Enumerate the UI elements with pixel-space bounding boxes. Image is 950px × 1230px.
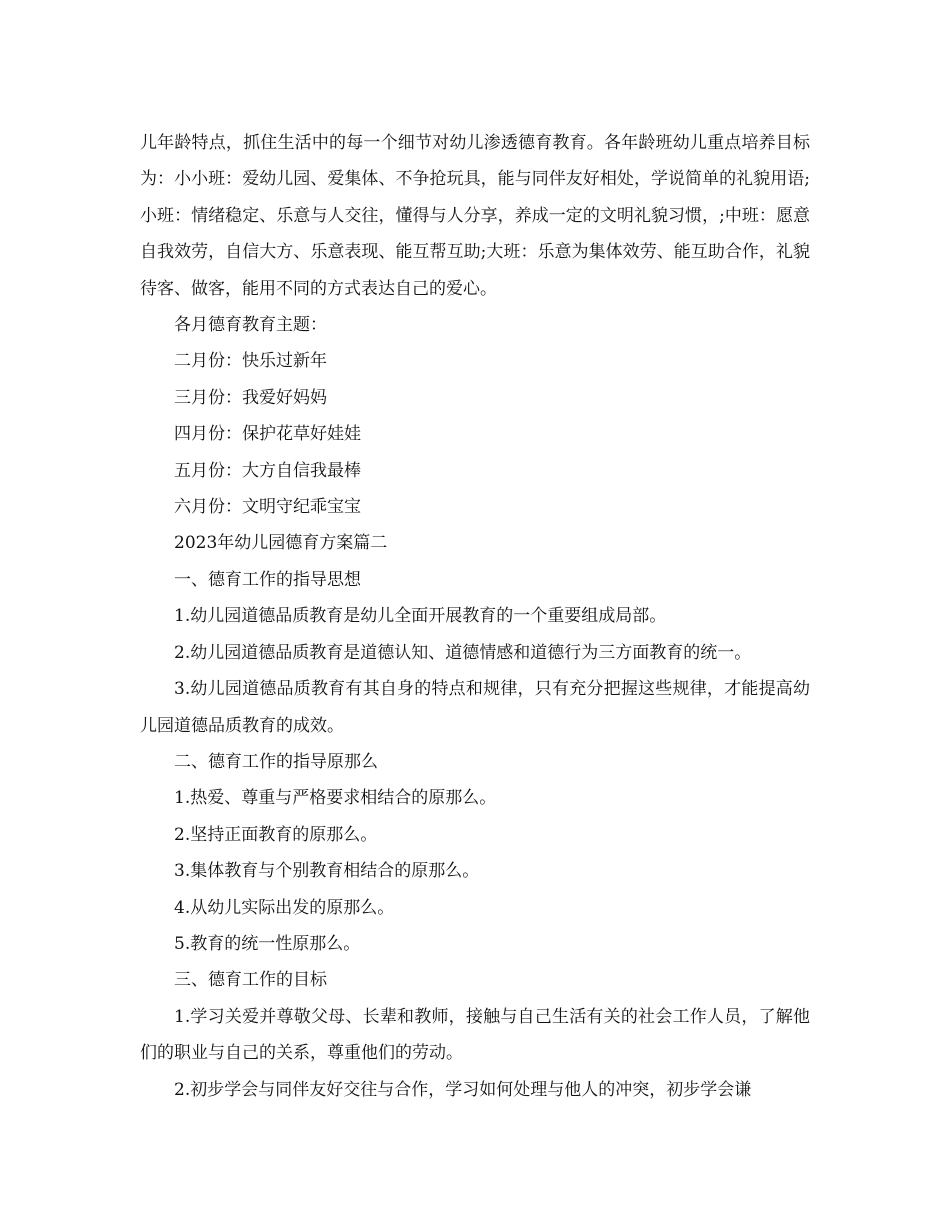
- heading-guiding-ideology: 一、德育工作的指导思想: [174, 569, 361, 590]
- paragraph-may: 五月份：大方自信我最棒: [174, 460, 361, 481]
- paragraph-monthly-themes-heading: 各月德育教育主题：: [174, 315, 327, 336]
- paragraph-principle-5: 5.教育的统一性原那么。: [174, 933, 361, 954]
- paragraph-age-goals: 儿年龄特点，抓住生活中的每一个细节对幼儿渗透德育教育。各年龄班幼儿重点培养目标为：小小班：爱幼儿园、爱集体、不争抢玩具，能与同伴友好相处，学说简单的礼貌用语;小班：情绪稳定、乐意与人交往，懂得与人分享，养成一定的文明礼貌习惯，;中班：愿意自我效劳，自信大方、乐意表现、能互帮互助;大班：乐意为集体效劳、能互助合作，礼貌待客、做客，能用不同的方式表达自己的爱心。: [140, 133, 810, 299]
- heading-goals: 三、德育工作的目标: [174, 970, 327, 991]
- paragraph-principle-1: 1.热爱、尊重与严格要求相结合的原那么。: [174, 788, 497, 809]
- paragraph-ideology-3: 3.幼儿园道德品质教育有其自身的特点和规律，只有充分把握这些规律，才能提高幼儿园道德品质教育的成效。: [140, 679, 810, 736]
- paragraph-june: 六月份：文明守纪乖宝宝: [174, 497, 361, 518]
- paragraph-principle-3: 3.集体教育与个别教育相结合的原那么。: [174, 861, 480, 882]
- paragraph-goal-1: 1.学习关爱并尊敬父母、长辈和教师，接触与自己生活有关的社会工作人员，了解他们的职业与自己的关系，尊重他们的劳动。: [140, 1006, 810, 1064]
- heading-guiding-principles: 二、德育工作的指导原那么: [174, 751, 378, 772]
- paragraph-principle-4: 4.从幼儿实际出发的原那么。: [174, 897, 395, 918]
- paragraph-march: 三月份：我爱好妈妈: [174, 387, 327, 408]
- section-title-part-two: 2023年幼儿园德育方案篇二: [174, 533, 388, 554]
- paragraph-goal-2: 2.初步学会与同伴友好交往与合作，学习如何处理与他人的冲突，初步学会谦: [174, 1079, 752, 1100]
- paragraph-ideology-2: 2.幼儿园道德品质教育是道德认知、道德情感和道德行为三方面教育的统一。: [174, 642, 752, 663]
- paragraph-april: 四月份：保护花草好娃娃: [174, 424, 361, 445]
- paragraph-principle-2: 2.坚持正面教育的原那么。: [174, 824, 378, 845]
- paragraph-ideology-1: 1.幼儿园道德品质教育是幼儿全面开展教育的一个重要组成局部。: [174, 606, 667, 627]
- paragraph-february: 二月份：快乐过新年: [174, 351, 327, 372]
- document-body: [140, 125, 810, 1108]
